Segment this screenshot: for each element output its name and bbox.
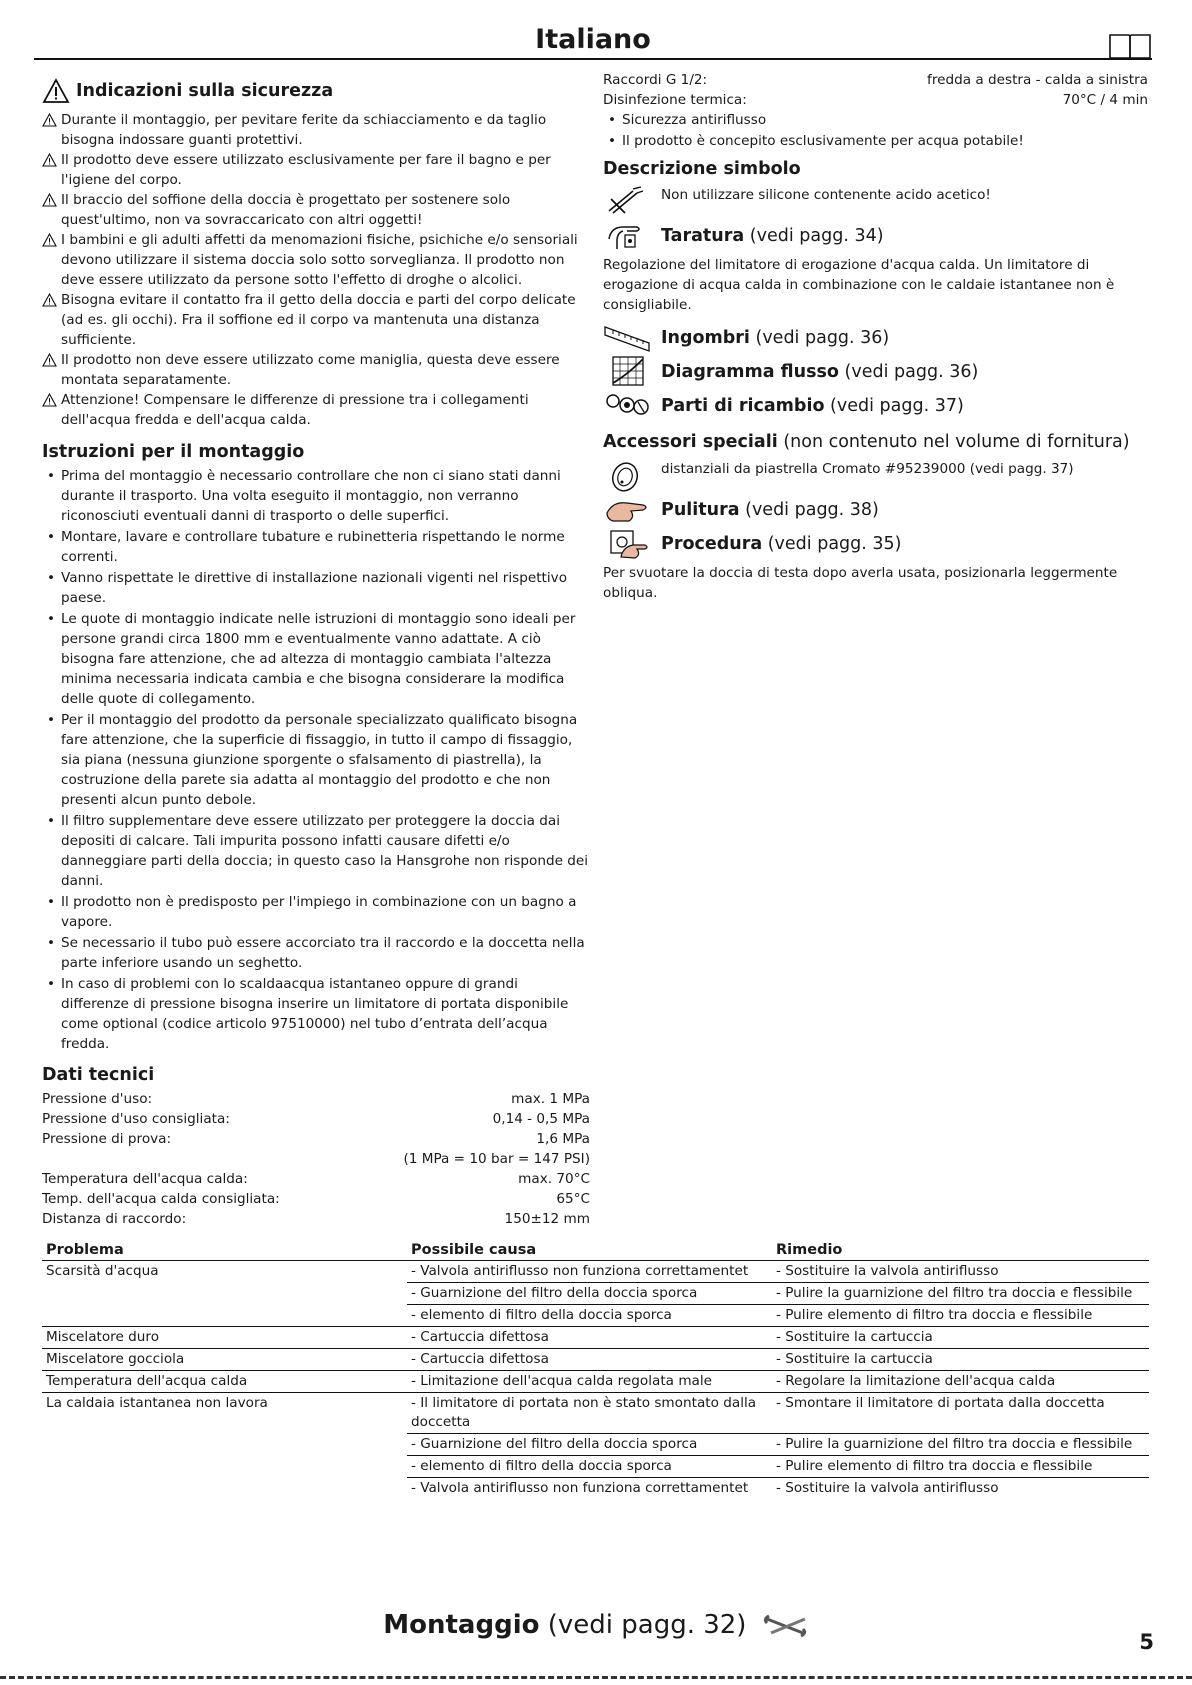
right-bullets — [603, 110, 1148, 151]
ingombri-row — [603, 321, 1148, 355]
warning-icon — [42, 153, 57, 167]
safety-section — [42, 78, 590, 430]
safety-text: Bisogna evitare il contatto fra il getto della doccia e parti del corpo delicate (ad es. gli occhi). Fra il soffione ed il corpo va mantenuta una distanza sufficiente. — [61, 292, 576, 348]
footer-title: Montaggio — [383, 1610, 540, 1640]
pulitura-row — [603, 493, 1148, 527]
spec-value: max. 1 MPa — [511, 1091, 590, 1107]
warning-icon — [42, 193, 57, 207]
silicone-gun-icon — [603, 185, 653, 217]
spec-row — [42, 1089, 590, 1109]
warning-icon — [42, 293, 57, 307]
warning-icon — [42, 393, 57, 407]
safety-item — [42, 350, 590, 390]
left-column — [42, 78, 590, 1229]
right-column — [603, 70, 1148, 603]
accessori-heading — [603, 429, 1148, 455]
list-item: • Il prodotto non è predisposto per l'impiego in combinazione con un bagno a vapore. — [42, 892, 590, 932]
install-title: Istruzioni per il montaggio — [42, 442, 305, 462]
install-section — [42, 440, 590, 1054]
cell-causa: - Guarnizione del filtro della doccia sporca — [407, 1434, 772, 1456]
bottom-rule — [0, 1676, 1192, 1679]
install-list — [42, 466, 590, 1054]
list-item: • Le quote di montaggio indicate nelle istruzioni di montaggio sono ideali per persone grandi circa 1800 mm e eventualmente vanno adattate. A ciò bisogna fare attenzione, che ad altezza di montaggio cambiata l'altezza minima necessaria indicata cambia e che bisogna considerare la modifica delle quote di collegamento. — [42, 609, 590, 709]
tech-section — [42, 1063, 590, 1229]
ingombri-ref — [661, 321, 889, 355]
safety-text: I bambini e gli adulti affetti da menomazioni fisiche, psichiche e/o sensoriali devono utilizzare il sistema doccia solo sotto sorveglianza. Il prodotto non deve essere utilizzato da persone sotto l'effetto di droghe o alcolici. — [61, 232, 578, 288]
cell-causa: - Limitazione dell'acqua calda regolata male — [407, 1371, 772, 1393]
procedura-ref — [661, 527, 902, 561]
cell-problema: Miscelatore duro — [42, 1327, 407, 1349]
table-row — [42, 1327, 1149, 1349]
list-item: • In caso di problemi con lo scaldaacqua istantaneo oppure di grandi differenze di pressione bisogna inserire un limitatore di portata disponibile come optional (codice articolo 97510000) nel tubo d’entrata dell’acqua fredda. — [42, 974, 590, 1054]
cell-causa: - elemento di filtro della doccia sporca — [407, 1456, 772, 1478]
spare-parts-icon — [603, 389, 653, 421]
spec-label: Temp. dell'acqua calda consigliata: — [42, 1191, 280, 1207]
spec-row — [42, 1189, 590, 1209]
distanziali-row — [603, 459, 1148, 493]
spec-row — [42, 1209, 590, 1229]
list-item: • Se necessario il tubo può essere accorciato tra il raccordo e la doccetta nella parte inferiore usando un seghetto. — [42, 933, 590, 973]
symbols-title: Descrizione simbolo — [603, 159, 801, 179]
cell-problema — [42, 1456, 407, 1478]
cell-rimedio: - Sostituire la valvola antiriflusso — [776, 1480, 999, 1496]
flow-diagram-icon — [603, 355, 653, 387]
safety-item — [42, 110, 590, 150]
ricambio-ref — [661, 389, 964, 423]
table-row — [42, 1349, 1149, 1371]
page-number: 5 — [1139, 1630, 1154, 1654]
cell-problema: Miscelatore gocciola — [42, 1349, 407, 1371]
cell-rimedio: - Pulire elemento di filtro tra doccia e flessibile — [772, 1456, 1149, 1478]
distanziali-text: distanziali da piastrella Cromato #95239000 (vedi pagg. 37) — [661, 461, 1074, 477]
spec-value: (1 MPa = 10 bar = 147 PSI) — [403, 1151, 590, 1167]
procedura-row — [603, 527, 1148, 561]
symbols-section — [603, 157, 1148, 603]
safety-heading — [42, 78, 590, 104]
list-item: • Prima del montaggio è necessario controllare che non ci siano stati danni durante il trasporto. Una volta eseguito il montaggio, non verranno riconosciuti eventuali danni di trasporto o delle superfici. — [42, 466, 590, 526]
book-icon — [1108, 32, 1152, 60]
cell-rimedio: - Pulire la guarnizione del filtro tra doccia e flessibile — [772, 1283, 1149, 1305]
troubleshooting-table — [42, 1240, 1149, 1499]
table-row — [42, 1456, 1149, 1478]
safety-item — [42, 290, 590, 350]
accessori-title: Accessori speciali — [603, 432, 778, 452]
tile-spacer-icon — [603, 459, 653, 493]
safety-text: Attenzione! Compensare le differenze di pressione tra i collegamenti dell'acqua fredda e dell'acqua calda. — [61, 392, 529, 428]
list-item: • Sicurezza antiriflusso — [603, 110, 1148, 130]
list-item: • Vanno rispettate le direttive di installazione nazionali vigenti nel rispettivo paese. — [42, 568, 590, 608]
hand-adjust-icon — [603, 219, 653, 251]
spec-row — [42, 1109, 590, 1129]
diagramma-page: (vedi pagg. 36) — [844, 362, 979, 382]
warning-icon — [42, 233, 57, 247]
ricambio-title: Parti di ricambio — [661, 396, 825, 416]
spec-value: 150±12 mm — [504, 1211, 590, 1227]
cell-rimedio: - Sostituire la cartuccia — [772, 1349, 1149, 1371]
spec-label: Raccordi G 1/2: — [603, 72, 708, 88]
silicone-note: Non utilizzare silicone contenente acido acetico! — [661, 187, 991, 203]
warning-icon — [42, 78, 70, 104]
pulitura-ref — [661, 493, 879, 527]
list-item: • Per il montaggio del prodotto da personale specializzato qualificato bisogna fare attenzione, che la superficie di fissaggio, in tutto il campo di fissaggio, sia piana (nessuna giunzione sporgente o sfalsamento di piastrella), la costruzione della parete sia adatta al montaggio del prodotto e che non presenti alcun punto debole. — [42, 710, 590, 810]
taratura-row — [603, 219, 1148, 253]
spec-raccordi — [603, 70, 1148, 90]
spec-label: Pressione d'uso: — [42, 1091, 153, 1107]
diagramma-row — [603, 355, 1148, 389]
safety-text: Il braccio del soffione della doccia è progettato per sostenere solo quest'ultimo, non va sovraccaricato con altri oggetti! — [61, 192, 511, 228]
cell-causa: - Guarnizione del filtro della doccia sporca — [407, 1283, 772, 1305]
list-item: • Il prodotto è concepito esclusivamente per acqua potabile! — [603, 131, 1148, 151]
ingombri-page: (vedi pagg. 36) — [755, 328, 890, 348]
ricambio-page: (vedi pagg. 37) — [830, 396, 964, 416]
ricambio-row — [603, 389, 1148, 423]
taratura-title: Taratura — [661, 226, 745, 246]
wrench-icon — [763, 1613, 809, 1639]
footer-montaggio — [0, 1610, 1192, 1640]
footer-ref: (vedi pagg. 32) — [547, 1610, 747, 1640]
spec-value: 1,6 MPa — [536, 1131, 590, 1147]
table-row — [42, 1305, 1149, 1327]
accessori-note: (non contenuto nel volume di fornitura) — [783, 432, 1130, 452]
safety-text: Il prodotto non deve essere utilizzato come maniglia, questa deve essere montata separatamente. — [61, 352, 560, 388]
cell-rimedio: - Pulire elemento di filtro tra doccia e flessibile — [772, 1305, 1149, 1327]
taratura-text: Regolazione del limitatore di erogazione d'acqua calda. Un limitatore di erogazione di acqua calda in combinazione con le caldaie istantanee non è consigliabile. — [603, 257, 1115, 313]
cell-rimedio: - Smontare il limitatore di portata dalla doccetta — [772, 1393, 1149, 1434]
cell-causa: - elemento di filtro della doccia sporca — [407, 1305, 772, 1327]
pulitura-page: (vedi pagg. 38) — [745, 500, 879, 520]
spec-row — [42, 1129, 590, 1149]
header-causa: Possibile causa — [407, 1240, 772, 1261]
cell-problema — [42, 1434, 407, 1456]
table-row — [42, 1261, 1149, 1283]
cell-rimedio: - Pulire la guarnizione del filtro tra doccia e flessibile — [772, 1434, 1149, 1456]
table-row — [42, 1434, 1149, 1456]
warning-icon — [42, 113, 57, 127]
header-rimedio: Rimedio — [772, 1240, 1149, 1261]
procedura-page: (vedi pagg. 35) — [767, 534, 902, 554]
page-header — [34, 22, 1152, 60]
cell-causa: - Cartuccia difettosa — [407, 1349, 772, 1371]
diagramma-ref — [661, 355, 978, 389]
list-item: • Montare, lavare e controllare tubature e rubinetteria rispettando le norme correnti. — [42, 527, 590, 567]
spec-label: Temperatura dell'acqua calda: — [42, 1171, 248, 1187]
cell-problema: La caldaia istantanea non lavora — [46, 1395, 268, 1411]
spec-value: 65°C — [556, 1191, 590, 1207]
safety-item — [42, 150, 590, 190]
list-item: • Il filtro supplementare deve essere utilizzato per proteggere la doccia dai depositi di calcare. Tali impurita possono infatti causare difetti e/o danneggiare parti della doccia; in questo caso la Hansgrohe non risponde dei danni. — [42, 811, 590, 891]
taratura-page: (vedi pagg. 34) — [749, 226, 884, 246]
spec-label: Distanza di raccordo: — [42, 1211, 187, 1227]
cell-causa: - Il limitatore di portata non è stato smontato dalla doccetta — [407, 1393, 772, 1434]
safety-item — [42, 190, 590, 230]
table-body — [42, 1261, 1149, 1500]
procedura-text: Per svuotare la doccia di testa dopo averla usata, posizionarla leggermente obliqua. — [603, 565, 1118, 601]
header-problema: Problema — [42, 1240, 407, 1261]
ingombri-title: Ingombri — [661, 328, 750, 348]
cell-problema — [42, 1283, 407, 1305]
diagramma-title: Diagramma flusso — [661, 362, 839, 382]
taratura-ref — [661, 219, 884, 253]
spec-value: 70°C / 4 min — [1062, 92, 1148, 108]
table-row — [42, 1283, 1149, 1305]
page-title: Italiano — [535, 24, 651, 55]
spec-label: Pressione di prova: — [42, 1131, 172, 1147]
cell-causa: - Cartuccia difettosa — [407, 1327, 772, 1349]
cell-problema — [42, 1478, 407, 1500]
tech-title: Dati tecnici — [42, 1065, 155, 1085]
table-row — [42, 1371, 1149, 1393]
spec-value: max. 70°C — [518, 1171, 590, 1187]
table-row — [42, 1393, 1149, 1434]
spec-value: fredda a destra - calda a sinistra — [927, 72, 1148, 88]
cell-rimedio: - Regolare la limitazione dell'acqua calda — [772, 1371, 1149, 1393]
spec-label: Disinfezione termica: — [603, 92, 747, 108]
cell-rimedio: - Sostituire la valvola antiriflusso — [772, 1261, 1149, 1283]
cell-problema: Temperatura dell'acqua calda — [42, 1371, 407, 1393]
safety-text: Durante il montaggio, per pevitare ferite da schiacciamento e da taglio bisogna indossare guanti protettivi. — [61, 112, 547, 148]
warning-icon — [42, 353, 57, 367]
spec-value: 0,14 - 0,5 MPa — [492, 1111, 590, 1127]
table-row — [42, 1478, 1149, 1500]
safety-item — [42, 230, 590, 290]
cell-problema — [42, 1305, 407, 1327]
safety-item — [42, 390, 590, 430]
spec-disinfezione — [603, 90, 1148, 110]
procedure-hand-icon — [603, 527, 653, 559]
cell-causa: - Valvola antiriflusso non funziona correttamentet — [407, 1261, 772, 1283]
safety-text: Il prodotto deve essere utilizzato esclusivamente per fare il bagno e per l'igiene del corpo. — [61, 152, 551, 188]
safety-list — [42, 110, 590, 430]
cell-rimedio: - Sostituire la cartuccia — [772, 1327, 1149, 1349]
spec-label: Pressione d'uso consigliata: — [42, 1111, 230, 1127]
cleaning-hand-icon — [603, 493, 653, 525]
cell-problema: Scarsità d'acqua — [46, 1263, 159, 1279]
spec-row — [42, 1169, 590, 1189]
tech-specs — [42, 1089, 590, 1229]
safety-title: Indicazioni sulla sicurezza — [76, 81, 334, 101]
pulitura-title: Pulitura — [661, 500, 740, 520]
silicone-row — [603, 185, 1148, 219]
ruler-icon — [603, 321, 653, 353]
spec-row — [42, 1149, 590, 1169]
procedura-title: Procedura — [661, 534, 763, 554]
table-header-row — [42, 1240, 1149, 1261]
cell-causa: - Valvola antiriflusso non funziona correttamentet — [411, 1480, 749, 1496]
